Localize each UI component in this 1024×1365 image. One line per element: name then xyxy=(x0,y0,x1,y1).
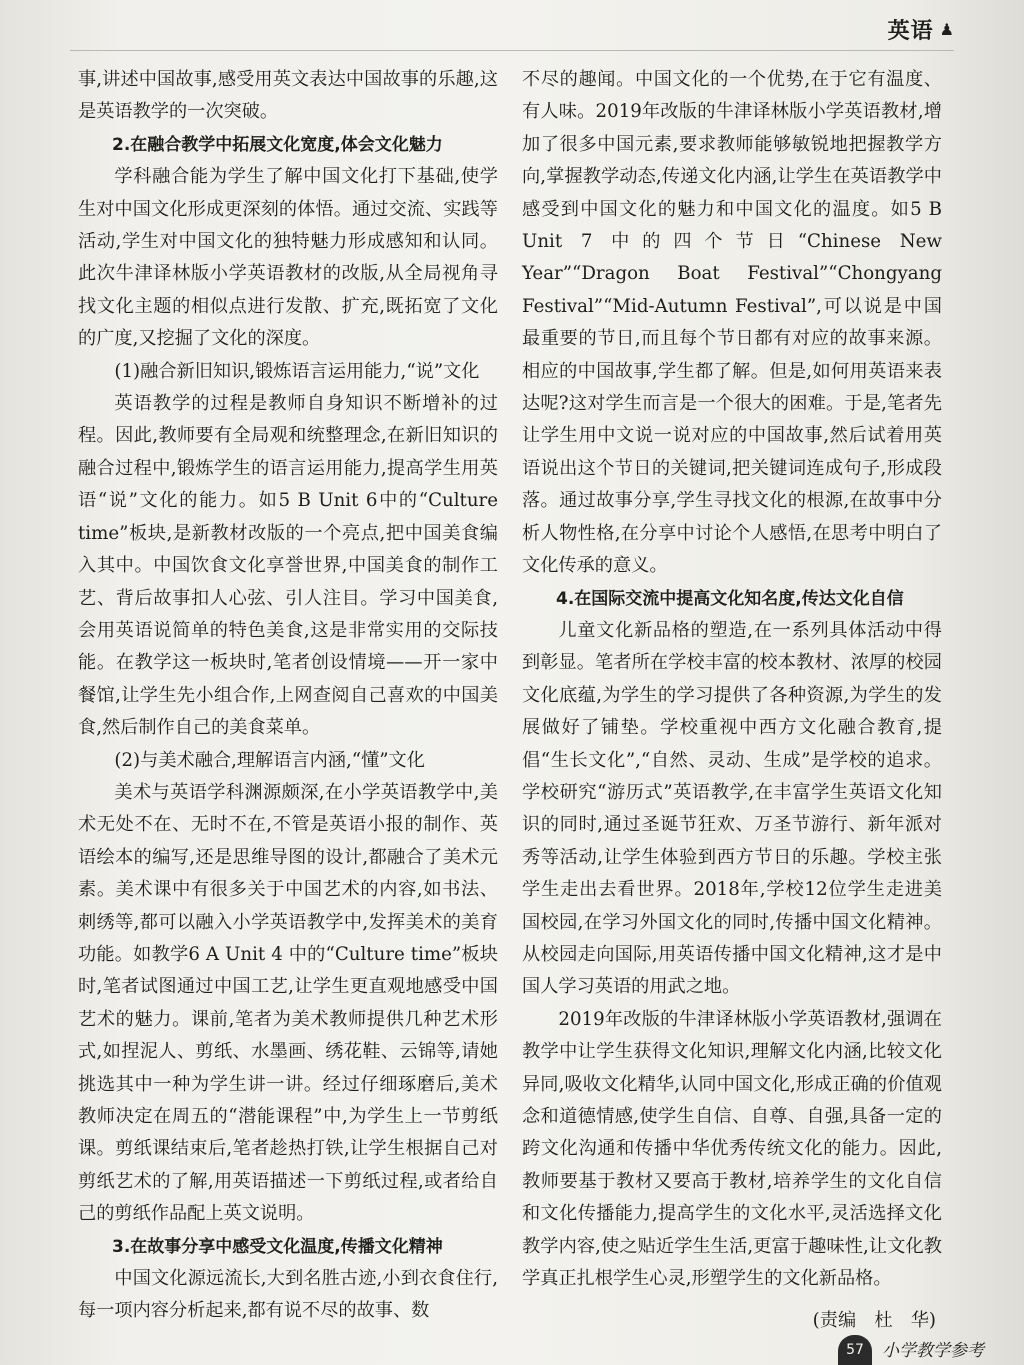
right-column xyxy=(522,64,942,1338)
page-number: 57 xyxy=(838,1335,872,1365)
page-header xyxy=(888,14,954,45)
journal-name: 小学教学参考 xyxy=(882,1341,984,1361)
paragraph: 中国文化源远流长,大到名胜古迹,小到衣食住行,每一项内容分析起来,都有说不尽的故事、数 xyxy=(78,1268,498,1322)
editor-credit: (责编 杜 华) xyxy=(812,1310,936,1332)
paragraph: 不尽的趣闻。中国文化的一个优势,在于它有温度、有人味。2019年改版的牛津译林版小学英语教材,增加了很多中国元素,要求教师能够敏锐地把握教学方向,掌握教学动态,传递文化内涵,让学生在英语教学中感受到中国文化的魅力和中国文化的温度。如5 B Unit 7 中的四个节日“Chinese New Year”“Dragon Boat Festival”“Chongyang Festival”“Mid-Autumn Festival”,可以说是中国最重要的节日,而且每个节日都有对应的故事来源。相应的中国故事,学生都了解。但是,如何用英语来表达呢?这对学生而言是一个很大的困难。于是,笔者先让学生用中文说一说对应的中国故事,然后试着用英语说出这个节日的关键词,把关键词连成句子,形成段落。通过故事分享,学生寻找文化的根源,在故事中分析人物性格,在分享中讨论个人感悟,在思考中明白了文化传承的意义。 xyxy=(522,69,942,577)
paragraph: 美术与英语学科渊源颇深,在小学英语教学中,美术无处不在、无时不在,不管是英语小报的制作、英语绘本的编写,还是思维导图的设计,都融合了美术元素。美术课中有很多关于中国艺术的内容,如书法、刺绣等,都可以融入小学英语教学中,发挥美术的美育功能。如教学6 A Unit 4 中的“Culture time”板块时,笔者试图通过中国工艺,让学生更直观地感受中国艺术的魅力。课前,笔者为美术教师提供几种艺术形式,如捏泥人、剪纸、水墨画、绣花鞋、云锦等,请她挑选其中一种为学生讲一讲。经过仔细琢磨后,美术教师决定在周五的“潜能课程”中,为学生上一节剪纸课。剪纸课结束后,笔者趁热打铁,让学生根据自己对剪纸艺术的了解,用英语描述一下剪纸过程,或者给自己的剪纸作品配上英文说明。 xyxy=(78,781,498,1225)
header-divider xyxy=(70,50,954,51)
chess-piece-icon: ♟ xyxy=(939,19,954,39)
paragraph: 事,讲述中国故事,感受用英文表达中国故事的乐趣,这是英语教学的一次突破。 xyxy=(78,69,498,123)
paragraph: 学科融合能为学生了解中国文化打下基础,使学生对中国文化形成更深刻的体悟。通过交流、实践等活动,学生对中国文化的独特魅力形成感知和认同。此次牛津译林版小学英语教材的改版,从全局视角寻找文化主题的相似点进行发散、扩充,既拓宽了文化的广度,又挖掘了文化的深度。 xyxy=(78,166,498,350)
page-footer xyxy=(838,1325,984,1365)
section-heading: 4.在国际交流中提高文化知名度,传达文化自信 xyxy=(556,588,904,609)
left-column xyxy=(78,64,498,1328)
subheading: (1)融合新旧知识,锻炼语言运用能力,“说”文化 xyxy=(114,360,480,382)
subheading: (2)与美术融合,理解语言内涵,“懂”文化 xyxy=(114,749,425,771)
section-title: 英语 xyxy=(887,19,934,44)
paragraph: 2019年改版的牛津译林版小学英语教材,强调在教学中让学生获得文化知识,理解文化内涵,比较文化异同,吸收文化精华,认同中国文化,形成正确的价值观念和道德情感,使学生自信、自尊、自强,具备一定的跨文化沟通和传播中华优秀传统文化的能力。因此,教师要基于教材又要高于教材,培养学生的文化自信和文化传播能力,提高学生的文化水平,灵活选择文化教学内容,使之贴近学生生活,更富于趣味性,让文化教学真正扎根学生心灵,形塑学生的文化新品格。 xyxy=(522,1008,942,1290)
section-heading: 2.在融合教学中拓展文化宽度,体会文化魅力 xyxy=(112,134,443,155)
paragraph: 儿童文化新品格的塑造,在一系列具体活动中得到彰显。笔者所在学校丰富的校本教材、浓厚的校园文化底蕴,为学生的学习提供了各种资源,为学生的发展做好了铺垫。学校重视中西方文化融合教育,提倡“生长文化”,“自然、灵动、生成”是学校的追求。学校研究“游历式”英语教学,在丰富学生英语文化知识的同时,通过圣诞节狂欢、万圣节游行、新年派对秀等活动,让学生体验到西方节日的乐趣。学校主张学生走出去看世界。2018年,学校12位学生走进美国校园,在学习外国文化的同时,传播中国文化精神。从校园走向国际,用英语传播中国文化精神,这才是中国人学习英语的用武之地。 xyxy=(522,619,942,998)
section-heading: 3.在故事分享中感受文化温度,传播文化精神 xyxy=(112,1236,443,1257)
paragraph: 英语教学的过程是教师自身知识不断增补的过程。因此,教师要有全局观和统整理念,在新旧知识的融合过程中,锻炼学生的语言运用能力,提高学生用英语“说”文化的能力。如5 B Unit 6中的“Culture time”板块,是新教材改版的一个亮点,把中国美食编入其中。中国饮食文化享誉世界,中国美食的制作工艺、背后故事扣人心弦、引人注目。学习中国美食,会用英语说简单的特色美食,这是非常实用的交际技能。在教学这一板块时,笔者创设情境——开一家中餐馆,让学生先小组合作,上网查阅自己喜欢的中国美食,然后制作自己的美食菜单。 xyxy=(78,393,498,739)
